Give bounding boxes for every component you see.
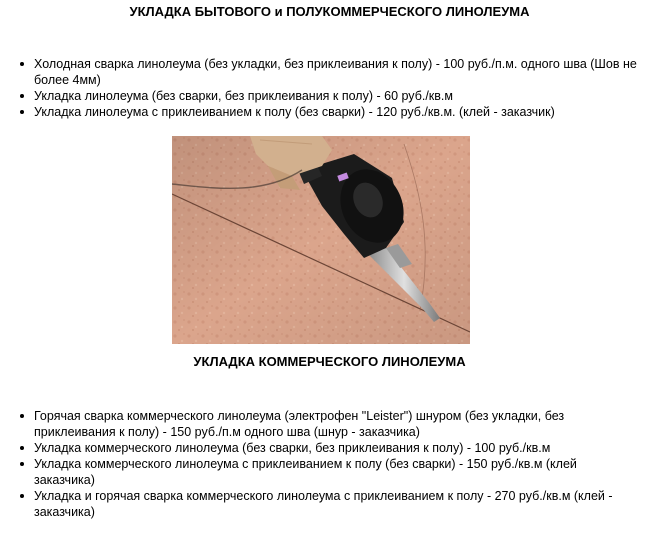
section-title-commercial: УКЛАДКА КОММЕРЧЕСКОГО ЛИНОЛЕУМА xyxy=(193,354,466,369)
list-item: Горячая сварка коммерческого линолеума (электрофен "Leister") шнуром (без укладки, без приклеивания к полу) - 150 руб./п.м одного шва (шнур - заказчика) xyxy=(20,408,640,440)
linoleum-welding-photo xyxy=(172,136,470,344)
section-title-household: УКЛАДКА БЫТОВОГО и ПОЛУКОММЕРЧЕСКОГО ЛИНОЛЕУМА xyxy=(129,4,530,19)
hot-air-welder-illustration xyxy=(172,136,470,344)
list-item: Укладка коммерческого линолеума (без сварки, без приклеивания к полу) - 100 руб./кв.м xyxy=(20,440,640,456)
list-item: Укладка и горячая сварка коммерческого линолеума с приклеиванием к полу - 270 руб./кв.м (клей - заказчика) xyxy=(20,488,640,520)
list-item: Укладка коммерческого линолеума с приклеиванием к полу (без сварки) - 150 руб./кв.м (клей заказчика) xyxy=(20,456,640,488)
commercial-price-list xyxy=(0,408,640,520)
list-item: Холодная сварка линолеума (без укладки, без приклеивания к полу) - 100 руб./п.м. одного шва (Шов не более 4мм) xyxy=(20,56,640,88)
household-price-list xyxy=(0,56,640,120)
list-item: Укладка линолеума (без сварки, без приклеивания к полу) - 60 руб./кв.м xyxy=(20,88,640,104)
list-item: Укладка линолеума с приклеиванием к полу (без сварки) - 120 руб./кв.м. (клей - заказчик) xyxy=(20,104,640,120)
